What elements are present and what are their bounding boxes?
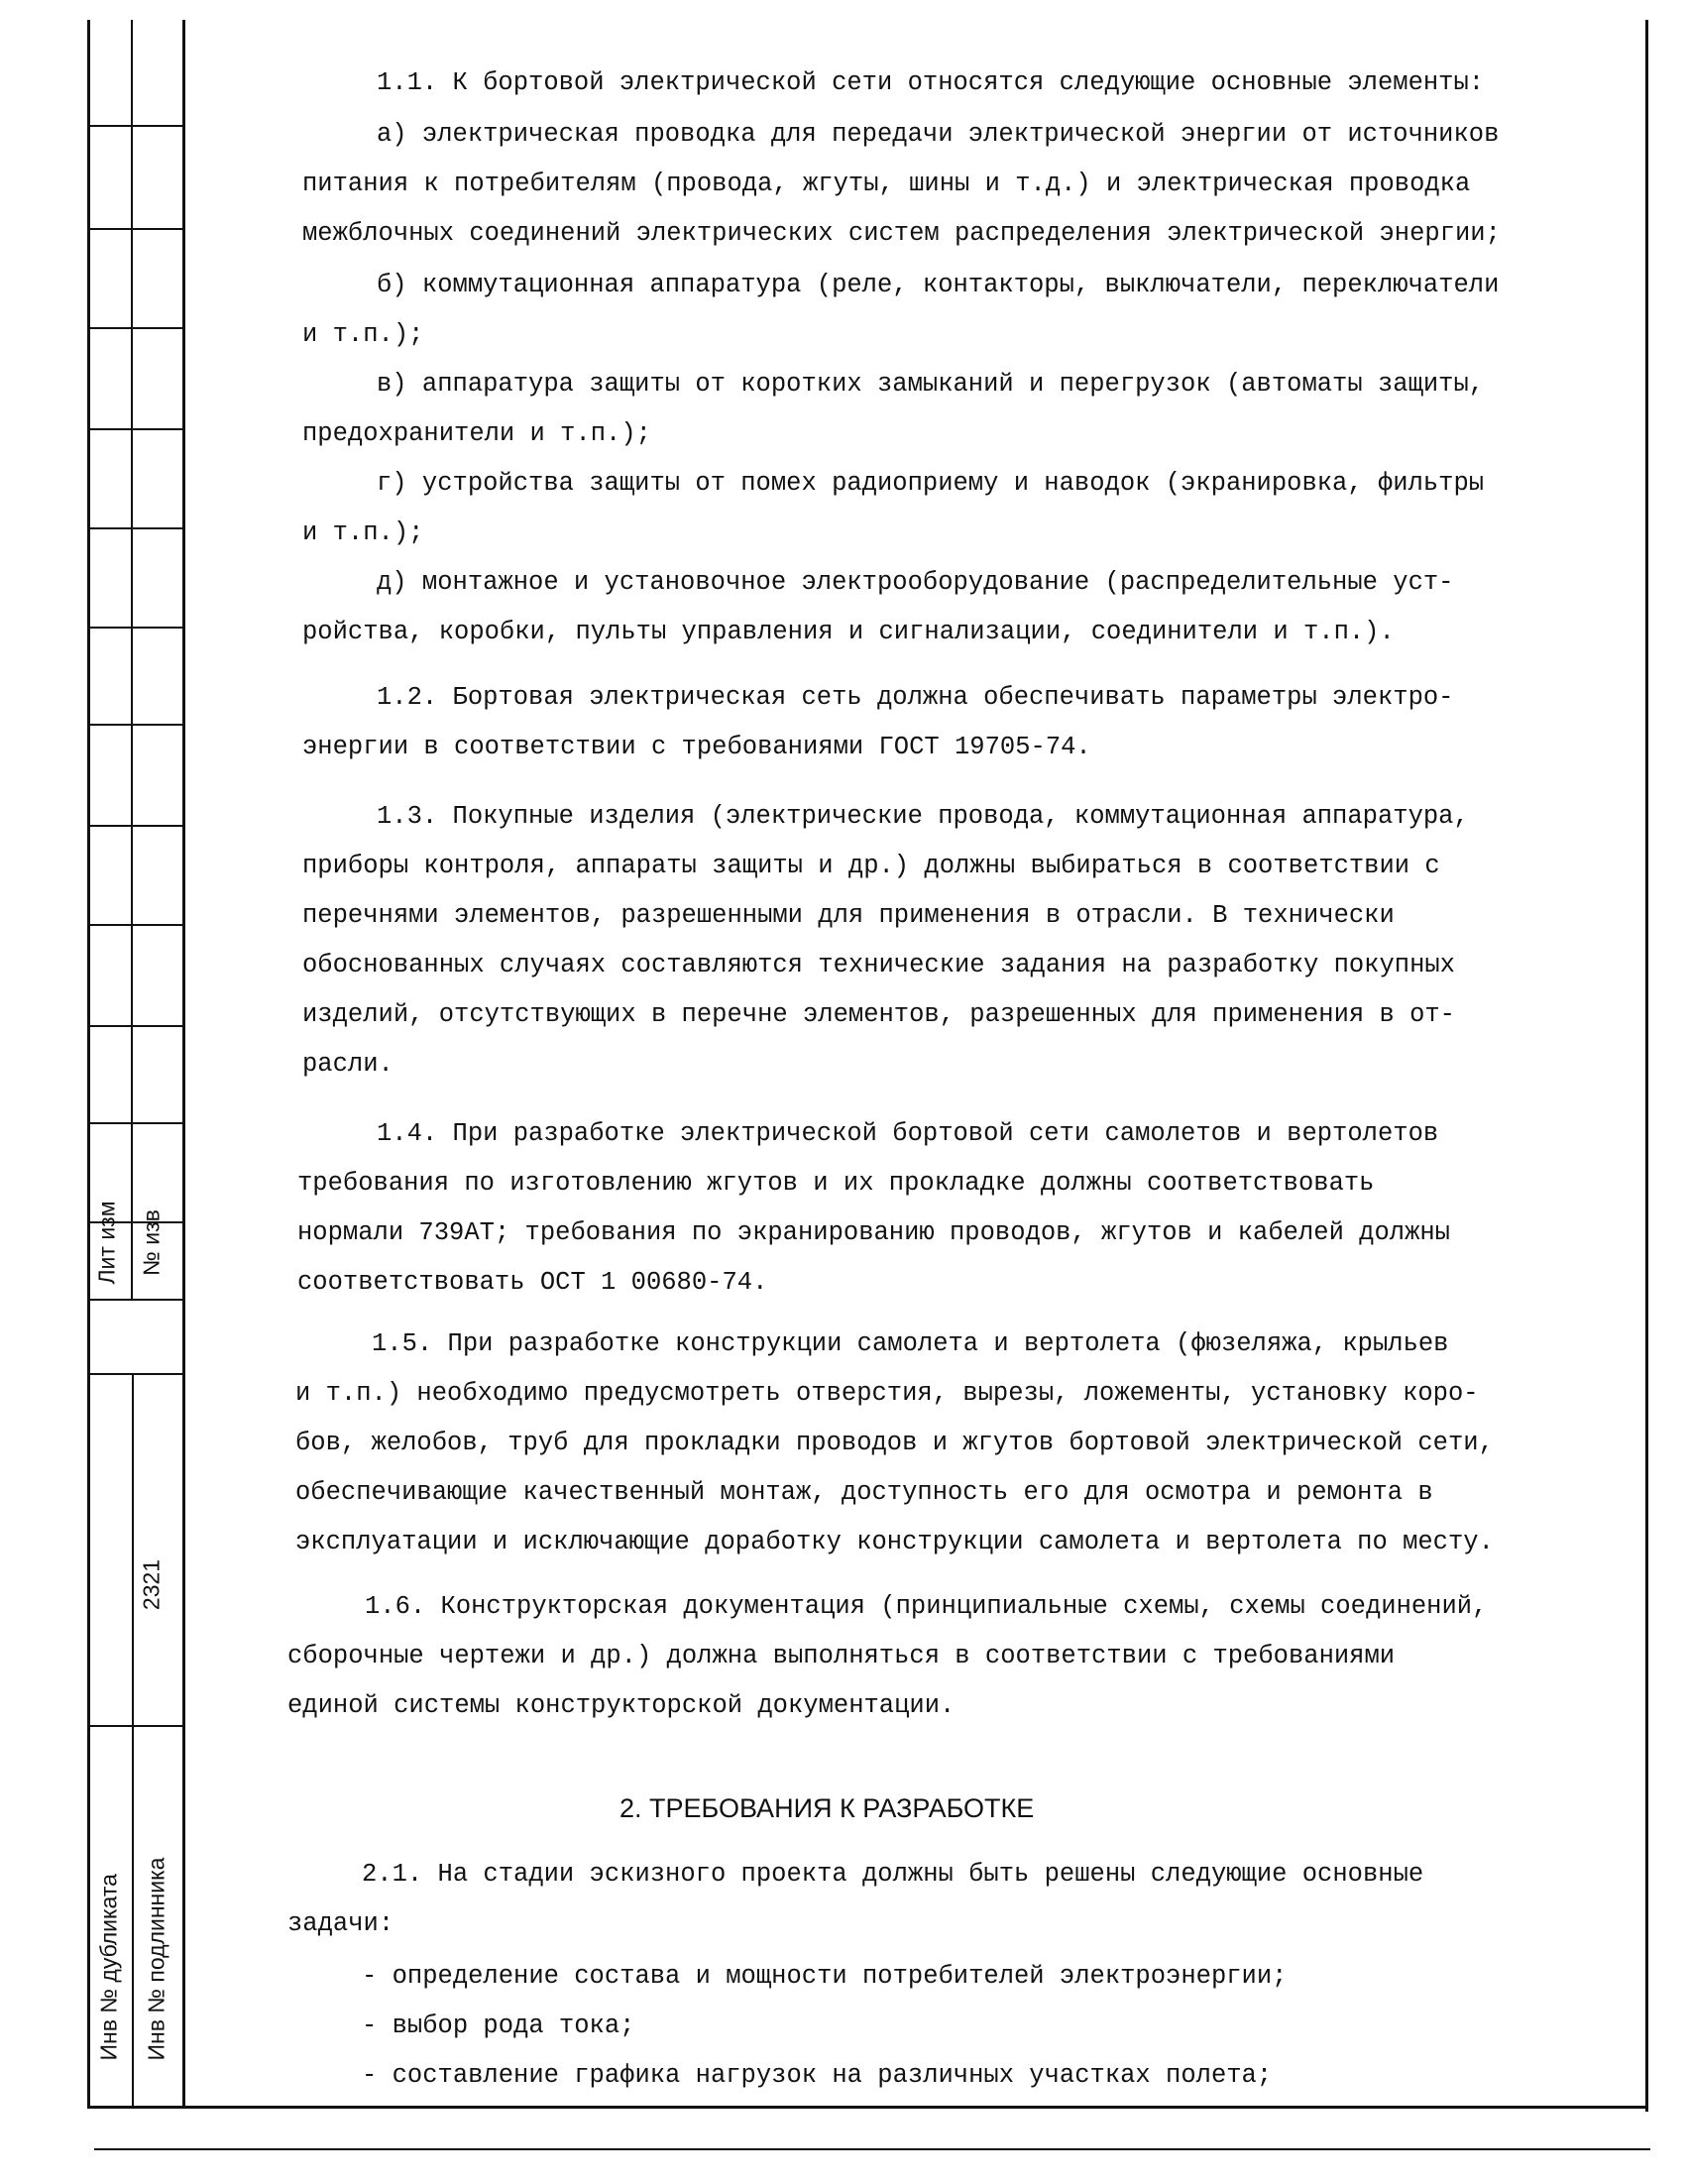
stamp-rule: [87, 125, 184, 127]
stamp-rule: [87, 1122, 184, 1124]
text-line: задачи:: [287, 1909, 394, 1938]
stamp-rule: [87, 924, 184, 926]
para-1-4: 1.4. При разработке электрической бортовой сети самолетов и вертолетов: [377, 1119, 1439, 1148]
list-item: - определение состава и мощности потребителей электроэнергии;: [362, 1962, 1288, 1991]
text-line: изделий, отсутствующих в перечне элементов, разрешенных для применения в от-: [302, 1000, 1455, 1029]
stamp-rule: [87, 428, 184, 430]
section-heading: 2. ТРЕБОВАНИЯ К РАЗРАБОТКЕ: [619, 1793, 1035, 1823]
stamp-rule: [87, 228, 184, 230]
text-line: обоснованных случаях составляются технические задания на разработку покупных: [302, 951, 1455, 979]
stamp-border-right: [182, 20, 185, 2107]
text-line: предохранители и т.п.);: [302, 419, 651, 448]
stamp-number: 2321: [138, 1558, 165, 1611]
text-line: расли.: [302, 1050, 394, 1079]
text-line: сборочные чертежи и др.) должна выполняться в соответствии с требованиями: [287, 1642, 1396, 1670]
stamp-rule: [87, 724, 184, 726]
text-line: обеспечивающие качественный монтаж, доступность его для осмотра и ремонта в: [295, 1478, 1433, 1507]
text-line: питания к потребителям (провода, жгуты, шины и т.д.) и электрическая проводка: [302, 170, 1471, 198]
stamp-inv-dublikata: Инв № дубликата: [95, 1874, 122, 2061]
stamp-no-izv: № изв: [138, 1209, 165, 1276]
text-line: энергии в соответствии с требованиями ГОСТ 19705-74.: [302, 733, 1091, 761]
text-line: требования по изготовлению жгутов и их прокладке должны соответствовать: [297, 1169, 1375, 1198]
stamp-rule: [87, 1025, 184, 1027]
list-item: - составление графика нагрузок на различных участках полета;: [362, 2061, 1273, 2090]
text-line: единой системы конструкторской документации.: [287, 1691, 956, 1720]
para-1-1-v: в) аппаратура защиты от коротких замыканий и перегрузок (автоматы защиты,: [377, 370, 1485, 399]
stamp-inv-podlinnika: Инв № подлинника: [143, 1857, 169, 2061]
stamp-rule: [87, 1299, 184, 1301]
text-line: ройства, коробки, пульты управления и сигнализации, соединители и т.п.).: [302, 618, 1395, 646]
text-line: перечнями элементов, разрешенными для применения в отрасли. В технически: [302, 901, 1395, 930]
para-1-1-a: а) электрическая проводка для передачи электрической энергии от источников: [377, 120, 1500, 149]
para-1-1-b: б) коммутационная аппаратура (реле, контакторы, выключатели, переключатели: [377, 271, 1500, 299]
stamp-rule: [87, 825, 184, 827]
stamp-rule: [87, 1725, 184, 1727]
text-line: соответствовать ОСТ 1 00680-74.: [297, 1268, 768, 1297]
text-line: бов, желобов, труб для прокладки проводов и жгутов бортовой электрической сети,: [295, 1429, 1494, 1457]
stamp-rule: [87, 527, 184, 529]
para-1-2: 1.2. Бортовая электрическая сеть должна обеспечивать параметры электро-: [377, 683, 1454, 712]
stamp-rule: [87, 627, 184, 629]
stamp-rule: [87, 327, 184, 329]
para-1-6: 1.6. Конструкторская документация (принципиальные схемы, схемы соединений,: [365, 1592, 1488, 1621]
page-border-right: [1645, 20, 1648, 2112]
para-1-3: 1.3. Покупные изделия (электрические провода, коммутационная аппаратура,: [377, 802, 1469, 831]
text-line: эксплуатации и исключающие доработку конструкции самолета и вертолета по месту.: [295, 1528, 1494, 1556]
text-line: межблочных соединений электрических систем распределения электрической энергии;: [302, 219, 1501, 248]
text-line: приборы контроля, аппараты защиты и др.) должны выбираться в соответствии с: [302, 852, 1440, 880]
para-2-1: 2.1. На стадии эскизного проекта должны быть решены следующие основные: [362, 1860, 1424, 1889]
text-line: и т.п.);: [302, 518, 424, 547]
list-item: - выбор рода тока;: [362, 2012, 635, 2040]
page-bottom-rule: [94, 2148, 1650, 2150]
stamp-rule: [87, 1373, 184, 1375]
stamp-column-divider-lower: [132, 1373, 134, 2107]
para-1-1: 1.1. К бортовой электрической сети относятся следующие основные элементы:: [377, 68, 1485, 97]
stamp-column-divider: [131, 20, 133, 1299]
stamp-lit-izm: Лит изм: [93, 1201, 120, 1285]
page-border-bottom: [87, 2106, 1648, 2109]
para-1-1-g: г) устройства защиты от помех радиоприему и наводок (экранировка, фильтры: [377, 469, 1485, 498]
para-1-5: 1.5. При разработке конструкции самолета и вертолета (фюзеляжа, крыльев: [372, 1329, 1449, 1358]
para-1-1-d: д) монтажное и установочное электрооборудование (распределительные уст-: [377, 568, 1454, 597]
text-line: и т.п.);: [302, 320, 424, 349]
stamp-border-left: [87, 20, 90, 2107]
text-line: нормали 739АТ; требования по экранированию проводов, жгутов и кабелей должны: [297, 1218, 1450, 1247]
text-line: и т.п.) необходимо предусмотреть отверстия, вырезы, ложементы, установку коро-: [295, 1379, 1479, 1408]
